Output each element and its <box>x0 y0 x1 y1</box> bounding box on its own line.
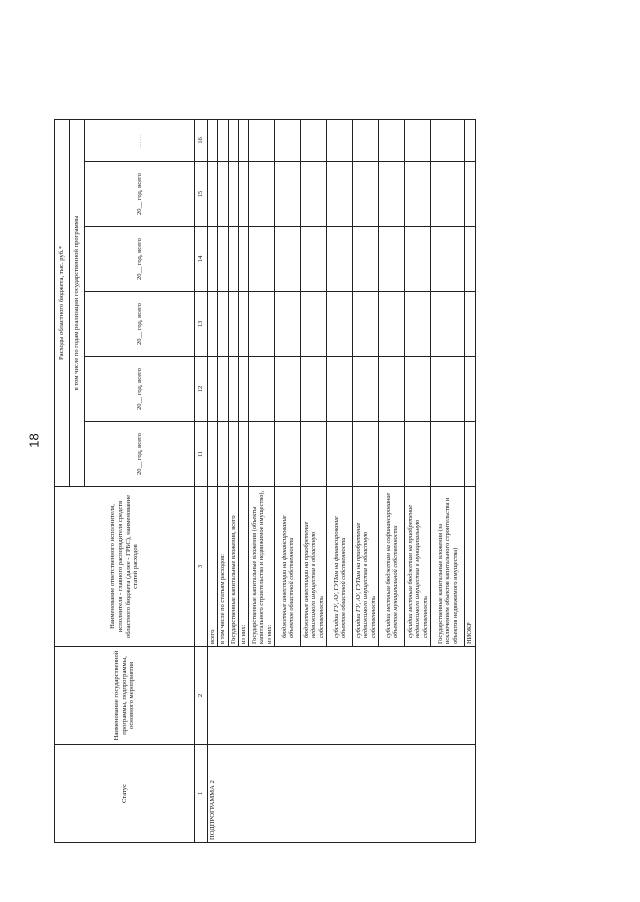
expense-item-label: субсидии местным бюджетам на приобретение недвижимого имущества в муниципальную собственность <box>405 487 431 647</box>
col-number: 14 <box>195 227 208 292</box>
value-cell <box>218 357 228 422</box>
value-cell <box>301 119 327 161</box>
value-cell <box>327 162 353 227</box>
header-by-years: в том числе по годам реализации государственной программы <box>70 119 85 486</box>
value-cell <box>465 162 475 227</box>
subprogram-cell: ПОДПРОГРАММА 2 <box>208 745 476 843</box>
value-cell <box>249 227 275 292</box>
table-body <box>208 119 476 842</box>
value-cell <box>431 357 465 422</box>
table-row <box>208 119 218 842</box>
value-cell <box>301 162 327 227</box>
value-cell <box>239 119 249 161</box>
value-cell <box>218 227 228 292</box>
expense-item-label: Государственные капитальные вложения, всего <box>228 487 238 647</box>
col-number: 1 <box>195 745 208 843</box>
value-cell <box>275 292 301 357</box>
expense-item-label: Государственные капитальные вложения (за исключением объектов капитального строительства и объектов недвижимого имущества) <box>431 487 465 647</box>
value-cell <box>379 227 405 292</box>
header-status: Статус <box>55 745 195 843</box>
value-cell <box>405 422 431 487</box>
header-year: 20__ год, всего <box>85 292 195 357</box>
value-cell <box>405 162 431 227</box>
col-number: 12 <box>195 357 208 422</box>
value-cell <box>327 119 353 161</box>
value-cell <box>228 119 238 161</box>
value-cell <box>353 292 379 357</box>
value-cell <box>465 227 475 292</box>
value-cell <box>208 162 218 227</box>
expense-item-label: из них: <box>239 487 249 647</box>
col-number: 3 <box>195 487 208 647</box>
expense-item-label: всего <box>208 487 218 647</box>
value-cell <box>208 422 218 487</box>
value-cell <box>465 292 475 357</box>
value-cell <box>353 119 379 161</box>
value-cell <box>405 119 431 161</box>
expenses-table <box>54 119 476 843</box>
expense-item-label: бюджетные инвестиции на финансирование объектов областной собственности <box>275 487 301 647</box>
value-cell <box>353 227 379 292</box>
value-cell <box>465 422 475 487</box>
value-cell <box>379 422 405 487</box>
page-number: 18 <box>26 433 42 448</box>
value-cell <box>327 227 353 292</box>
value-cell <box>208 119 218 161</box>
value-cell <box>275 162 301 227</box>
col-number: 2 <box>195 647 208 745</box>
value-cell <box>208 292 218 357</box>
value-cell <box>239 357 249 422</box>
value-cell <box>465 357 475 422</box>
value-cell <box>239 292 249 357</box>
value-cell <box>239 422 249 487</box>
value-cell <box>275 227 301 292</box>
value-cell <box>249 422 275 487</box>
value-cell <box>405 357 431 422</box>
header-year: 20__ год, всего <box>85 162 195 227</box>
value-cell <box>431 227 465 292</box>
value-cell <box>379 162 405 227</box>
expense-item-label: НИОКР <box>465 487 475 647</box>
value-cell <box>379 357 405 422</box>
value-cell <box>218 292 228 357</box>
value-cell <box>301 357 327 422</box>
value-cell <box>379 119 405 161</box>
value-cell <box>327 422 353 487</box>
value-cell <box>327 357 353 422</box>
header-year: 20__ год, всего <box>85 227 195 292</box>
value-cell <box>228 292 238 357</box>
value-cell <box>431 162 465 227</box>
value-cell <box>353 162 379 227</box>
value-cell <box>218 422 228 487</box>
expense-item-label: бюджетные инвестиции на приобретение недвижимого имущества в областную собственность <box>301 487 327 647</box>
expense-item-label: Государственные капитальные вложения (объекты капитального строительства и недвижимое имущество), из них: <box>249 487 275 647</box>
value-cell <box>301 292 327 357</box>
expense-item-label: субсидии местным бюджетам на софинансирование объектов муниципальной собственности <box>379 487 405 647</box>
value-cell <box>405 227 431 292</box>
value-cell <box>228 422 238 487</box>
col-number: 13 <box>195 292 208 357</box>
value-cell <box>249 162 275 227</box>
value-cell <box>208 357 218 422</box>
value-cell <box>218 119 228 161</box>
header-ellipsis: …… <box>85 119 195 161</box>
value-cell <box>228 357 238 422</box>
value-cell <box>249 119 275 161</box>
header-executor: Наименование ответственного исполнителя, исполнителя - главного распорядителя средств областного бюджета (далее - ГРБС), наименование статей расходов <box>55 487 195 647</box>
header-expenses: Расходы областного бюджета, тыс. руб.* <box>55 119 70 486</box>
value-cell <box>327 292 353 357</box>
value-cell <box>465 119 475 161</box>
value-cell <box>431 292 465 357</box>
col-number: 15 <box>195 162 208 227</box>
value-cell <box>275 119 301 161</box>
expense-item-label: субсидии ГУ, АУ, ГУПам на финансирование объектов областной собственности <box>327 487 353 647</box>
value-cell <box>218 162 228 227</box>
value-cell <box>405 292 431 357</box>
header-year: 20__ год, всего <box>85 357 195 422</box>
header-year: 20__ год, всего <box>85 422 195 487</box>
value-cell <box>301 422 327 487</box>
value-cell <box>431 422 465 487</box>
value-cell <box>379 292 405 357</box>
value-cell <box>353 422 379 487</box>
column-numbers-row <box>195 119 208 842</box>
value-cell <box>239 162 249 227</box>
value-cell <box>239 227 249 292</box>
col-number: 11 <box>195 422 208 487</box>
value-cell <box>431 119 465 161</box>
header-program-name: Наименование государственной программы, подпрограммы, основного мероприятия <box>55 647 195 745</box>
value-cell <box>228 162 238 227</box>
program-name-cell <box>208 647 476 745</box>
value-cell <box>208 227 218 292</box>
col-number: 16 <box>195 119 208 161</box>
value-cell <box>275 357 301 422</box>
value-cell <box>249 357 275 422</box>
value-cell <box>228 227 238 292</box>
rotated-table-container <box>54 120 586 843</box>
value-cell <box>301 227 327 292</box>
value-cell <box>353 357 379 422</box>
value-cell <box>249 292 275 357</box>
expense-item-label: в том числе по статьям расходов: <box>218 487 228 647</box>
expense-item-label: субсидии ГУ, АУ, ГУПам на приобретение недвижимого имущества в областную собственность <box>353 487 379 647</box>
value-cell <box>275 422 301 487</box>
